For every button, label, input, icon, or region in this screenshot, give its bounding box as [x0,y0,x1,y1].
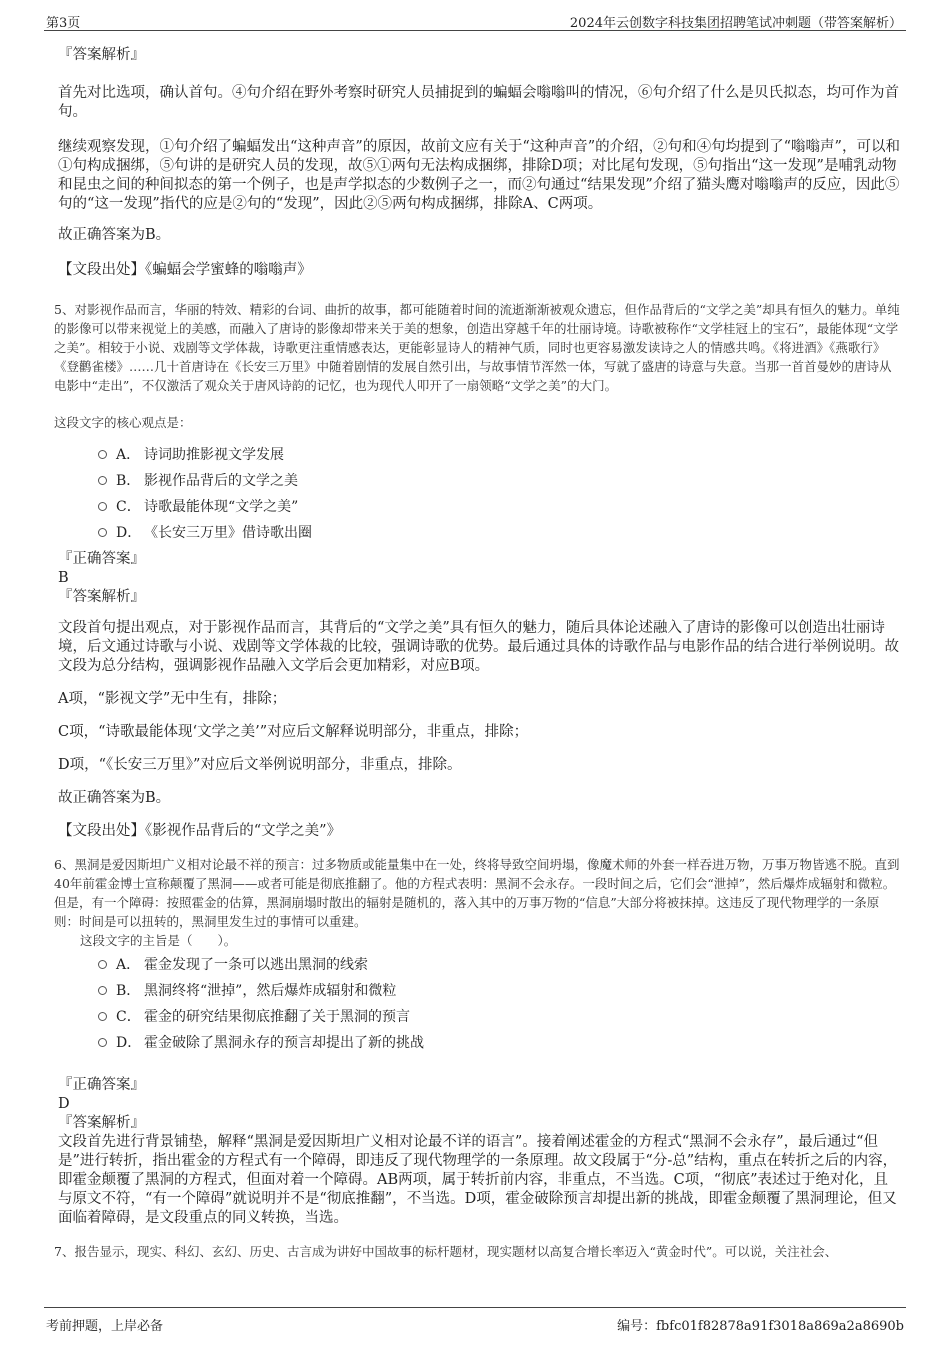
document-id: 编号：fbfc01f82878a91f3018a869a2a8690b [617,1319,904,1334]
option-list [58,442,902,546]
option-a[interactable]: A． 霍金发现了一条可以逃出黑洞的线索 [58,952,902,978]
radio-icon[interactable] [98,1038,107,1047]
radio-icon[interactable] [98,528,107,537]
option-b[interactable]: B． 黑洞终将“泄掉”，然后爆炸成辐射和微粒 [58,978,902,1004]
analysis-heading: 『答案解析』 [58,589,145,605]
analysis-paragraph: D项，“《长安三万里》”对应后文举例说明部分，非重点，排除。 [58,757,462,773]
radio-icon[interactable] [98,1012,107,1021]
option-b[interactable]: B． 影视作品背后的文学之美 [58,468,902,494]
radio-icon[interactable] [98,960,107,969]
radio-icon[interactable] [98,502,107,511]
option-d[interactable]: D． 《长安三万里》借诗歌出圈 [58,520,902,546]
page-header [44,8,906,31]
analysis-heading: 『答案解析』 [58,47,145,63]
question-stem: 7、报告显示，现实、科幻、玄幻、历史、古言成为讲好中国故事的标杆题材，现实题材以高复合增长率迈入“黄金时代”。可以说，关注社会、 [54,1244,838,1259]
conclusion: 故正确答案为B。 [58,790,171,806]
option-list [58,952,902,1056]
answer-heading: 『正确答案』 [58,1077,145,1093]
question-stem: 6、黑洞是爱因斯坦广义相对论最不祥的预言：过多物质或能量集中在一处，终将导致空间坍塌，像魔术师的外套一样吞进万物，万事万物皆逃不脱。直到40年前霍金博士宣称颠覆了黑洞——或者可能是彻底推翻了。他的方程式表明：黑洞不会永存。一段时间之后，它们会“泄掉”，然后爆炸成辐射和微粒。但是，有一个障碍：按照霍金的估算，黑洞崩塌时散出的辐射是随机的，落入其中的万事万物的“信息”大部分将被抹掉。这违反了现代物理学的一条原则：时间是可以扭转的，黑洞里发生过的事情可以重建。 [54,857,900,929]
option-c[interactable]: C． 霍金的研究结果彻底推翻了关于黑洞的预言 [58,1004,902,1030]
option-d[interactable]: D． 霍金破除了黑洞永存的预言却提出了新的挑战 [58,1030,902,1056]
radio-icon[interactable] [98,476,107,485]
radio-icon[interactable] [98,450,107,459]
analysis-paragraph: 文段首句提出观点，对于影视作品而言，其背后的“文学之美”具有恒久的魅力，随后具体论述融入了唐诗的影像可以创造出壮丽诗境，后文通过诗歌与小说、戏剧等文学体裁的比较，强调诗歌的优势。最后通过具体的诗歌作品与电影作品的结合进行举例说明。故文段为总分结构，强调影视作品融入文学后会更加精彩，对应B项。 [58,620,899,674]
analysis-paragraph: 首先对比选项，确认首句。④句介绍在野外考察时研究人员捕捉到的蝙蝠会嗡嗡叫的情况，⑥句介绍了什么是贝氏拟态，均可作为首句。 [58,85,899,120]
question-prompt: 这段文字的核心观点是： [54,415,192,430]
answer-heading: 『正确答案』 [58,551,145,567]
analysis-paragraph: C项，“诗歌最能体现‘文学之美’”对应后文解释说明部分，非重点，排除； [58,724,529,740]
question-stem: 5、对影视作品而言，华丽的特效、精彩的台词、曲折的故事，都可能随着时间的流逝渐渐被观众遗忘，但作品背后的“文学之美”却具有恒久的魅力。单纯的影像可以带来视觉上的美感，而融入了唐诗的影像却带来关于美的想象，创造出穿越千年的壮丽诗境。诗歌被称作“文学桂冠上的宝石”，最能体现“文学之美”。相较于小说、戏剧等文学体裁，诗歌更注重情感表达，更能彰显诗人的精神气质，同时也更容易激发读诗之人的情感共鸣。《将进酒》《燕歌行》《登鹳雀楼》……几十首唐诗在《长安三万里》中随着剧情的发展自然引出，与故事情节浑然一体，写就了盛唐的诗意与失意。当那一首首曼妙的唐诗从电影中“走出”，不仅激活了观众关于唐风诗韵的记忆，也为现代人叩开了一扇领略“文学之美”的大门。 [54,302,900,393]
option-c[interactable]: C． 诗歌最能体现“文学之美” [58,494,902,520]
page-number: 第3页 [46,16,81,31]
page-footer [44,1307,906,1334]
analysis-paragraph: A项，“影视文学”无中生有，排除； [58,691,287,707]
radio-icon[interactable] [98,986,107,995]
analysis-paragraph: 文段首先进行背景铺垫，解释“黑洞是爱因斯坦广义相对论最不详的语言”。接着阐述霍金的方程式“黑洞不会永存”，最后通过“但是”进行转折，指出霍金的方程式有一个障碍，即违反了现代物理学的一条原理。故文段属于“分-总”结构，重点在转折之后的内容，即霍金颠覆了黑洞的方程式，但面对着一个障碍。AB两项，属于转折前内容，非重点，不当选。C项，“彻底”表述过于绝对化，且与原文不符，“有一个障碍”就说明并不是“彻底推翻”，不当选。D项，霍金破除预言却提出新的挑战，即霍金颠覆了黑洞理论，但又面临着障碍，是文段重点的同义转换，当选。 [58,1134,898,1226]
document-title: 2024年云创数字科技集团招聘笔试冲刺题（带答案解析） [569,16,902,31]
answer-value: D [58,1096,70,1112]
option-a[interactable]: A． 诗词助推影视文学发展 [58,442,902,468]
conclusion: 故正确答案为B。 [58,227,171,243]
footer-slogan: 考前押题，上岸必备 [46,1319,164,1334]
analysis-paragraph: 继续观察发现，①句介绍了蝙蝠发出“这种声音”的原因，故前文应有关于“这种声音”的介绍，②句和④句均提到了“嗡嗡声”，可以和①句构成捆绑，⑤句讲的是研究人员的发现，故⑤①两句无法构成捆绑，排除D项；对比尾句发现，⑤句指出“这一发现”是哺乳动物和昆虫之间的种间拟态的第一个例子，也是声学拟态的少数例子之一，而②句通过“结果发现”介绍了猫头鹰对嗡嗡声的反应，因此⑤句的“这一发现”指代的应是②句的“发现”，因此②⑤两句构成捆绑，排除A、C两项。 [58,139,900,212]
answer-value: B [58,570,69,586]
page-content [54,40,902,1261]
source-citation: 【文段出处】《蝙蝠会学蜜蜂的嗡嗡声》 [58,262,312,278]
question-prompt: 这段文字的主旨是（ ）。 [80,933,237,948]
analysis-heading: 『答案解析』 [58,1115,145,1131]
source-citation: 【文段出处】《影视作品背后的“文学之美”》 [58,823,342,839]
